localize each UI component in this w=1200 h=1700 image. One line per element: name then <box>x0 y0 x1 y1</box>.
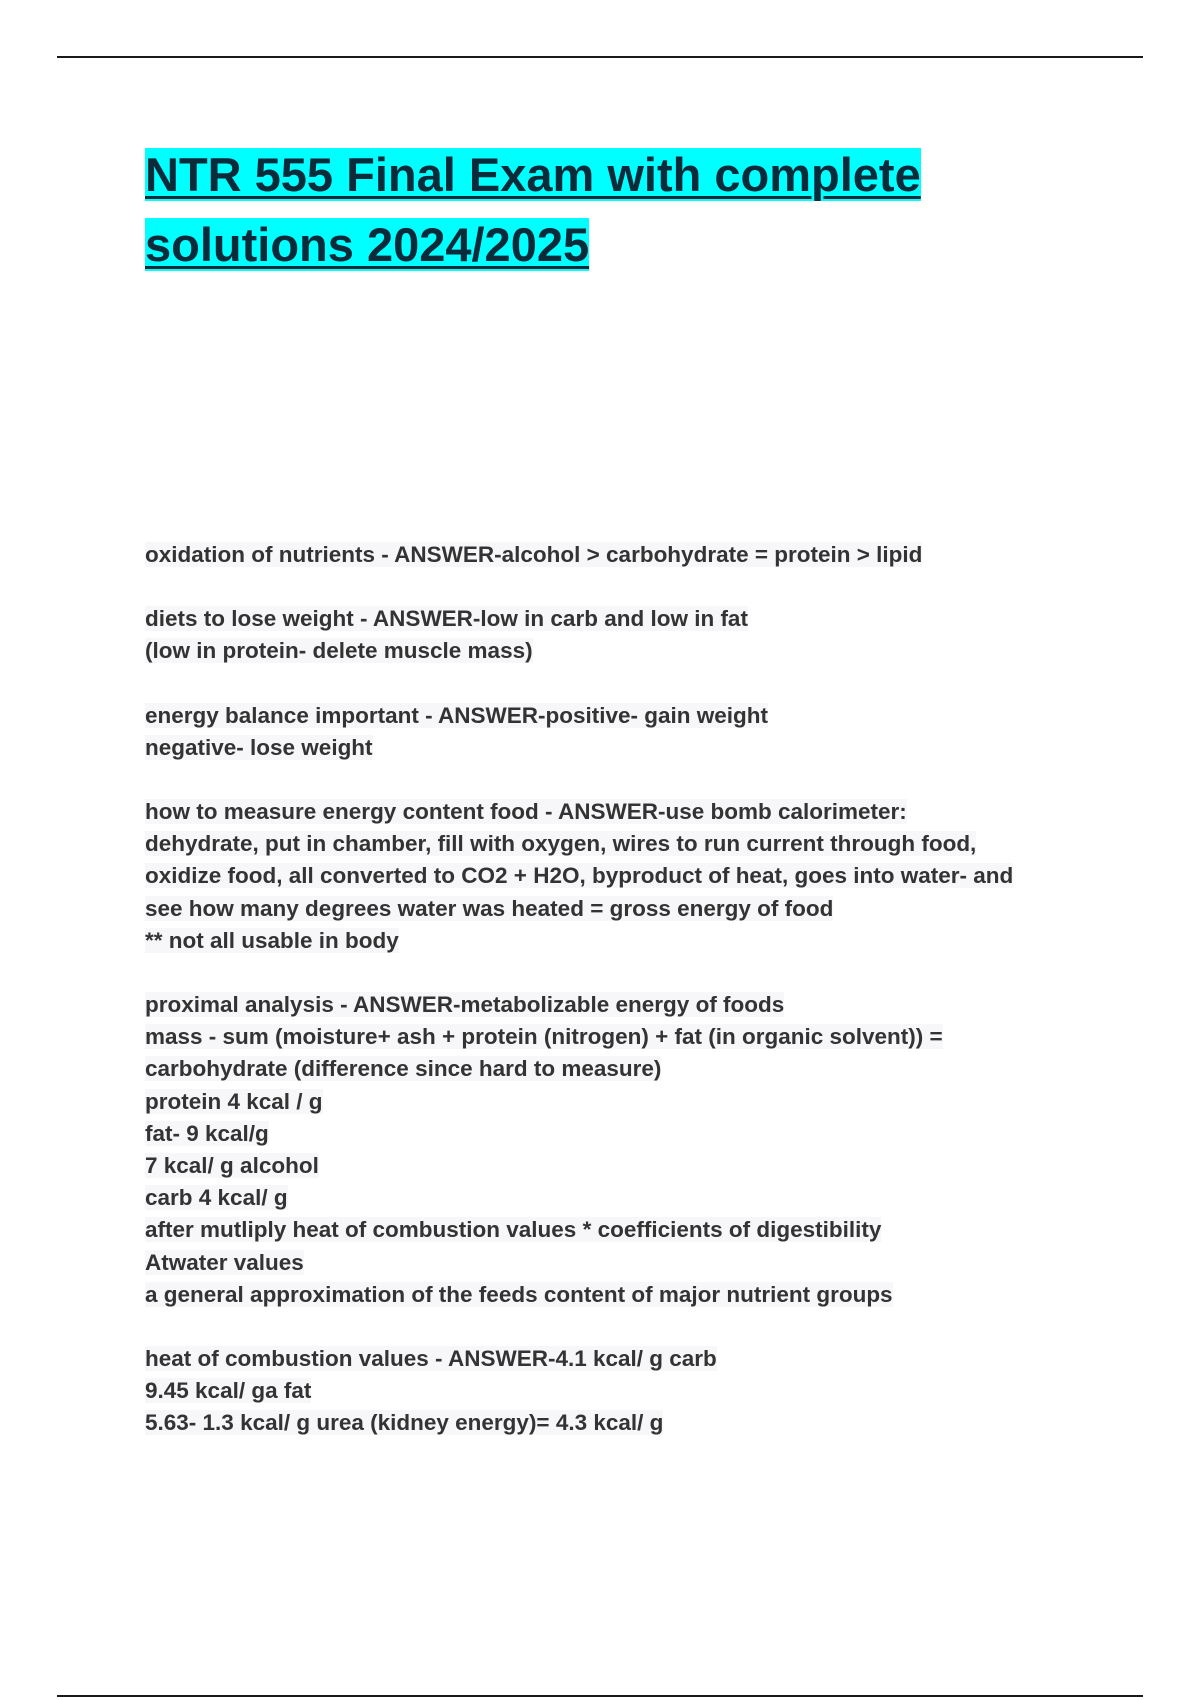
title-line-1: NTR 555 Final Exam with complete <box>145 148 921 201</box>
qa-line: negative- lose weight <box>145 734 373 760</box>
qa-line: protein 4 kcal / g <box>145 1088 323 1114</box>
qa-item <box>145 700 1105 764</box>
qa-line: dehydrate, put in chamber, fill with oxygen, wires to run current through food, <box>145 831 977 857</box>
title-line-2: solutions 2024/2025 <box>145 218 590 271</box>
qa-line: diets to lose weight - ANSWER-low in carb and low in fat <box>145 606 748 632</box>
qa-line: 9.45 kcal/ ga fat <box>145 1378 312 1404</box>
qa-line: carb 4 kcal/ g <box>145 1185 288 1211</box>
qa-line: mass - sum (moisture+ ash + protein (nitrogen) + fat (in organic solvent)) = <box>145 1024 943 1050</box>
qa-line: oxidize food, all converted to CO2 + H2O, byproduct of heat, goes into water- and <box>145 863 1014 889</box>
qa-line: how to measure energy content food - ANSWER-use bomb calorimeter: <box>145 799 907 825</box>
qa-item <box>145 796 1105 957</box>
qa-line: ** not all usable in body <box>145 927 399 953</box>
qa-line: after mutliply heat of combustion values * coefficients of digestibility <box>145 1217 882 1243</box>
document-title <box>145 140 1105 280</box>
qa-line: fat- 9 kcal/g <box>145 1120 269 1146</box>
bottom-rule <box>57 1695 1143 1697</box>
qa-line: Atwater values <box>145 1249 304 1275</box>
qa-line: energy balance important - ANSWER-positive- gain weight <box>145 702 768 728</box>
qa-list <box>145 539 1105 1472</box>
qa-line: 5.63- 1.3 kcal/ g urea (kidney energy)= 4.3 kcal/ g <box>145 1410 664 1436</box>
top-rule <box>57 56 1143 58</box>
qa-item <box>145 539 1105 571</box>
qa-line: oxidation of nutrients - ANSWER-alcohol > carbohydrate = protein > lipid <box>145 542 923 567</box>
qa-line: 7 kcal/ g alcohol <box>145 1153 319 1179</box>
qa-line: heat of combustion values - ANSWER-4.1 kcal/ g carb <box>145 1346 717 1372</box>
qa-line: (low in protein- delete muscle mass) <box>145 638 533 664</box>
qa-item <box>145 603 1105 667</box>
qa-line: a general approximation of the feeds content of major nutrient groups <box>145 1281 893 1307</box>
qa-line: carbohydrate (difference since hard to measure) <box>145 1056 662 1082</box>
qa-item <box>145 1343 1105 1440</box>
qa-item <box>145 989 1105 1311</box>
qa-line: proximal analysis - ANSWER-metabolizable energy of foods <box>145 992 785 1018</box>
qa-line: see how many degrees water was heated = gross energy of food <box>145 895 834 921</box>
